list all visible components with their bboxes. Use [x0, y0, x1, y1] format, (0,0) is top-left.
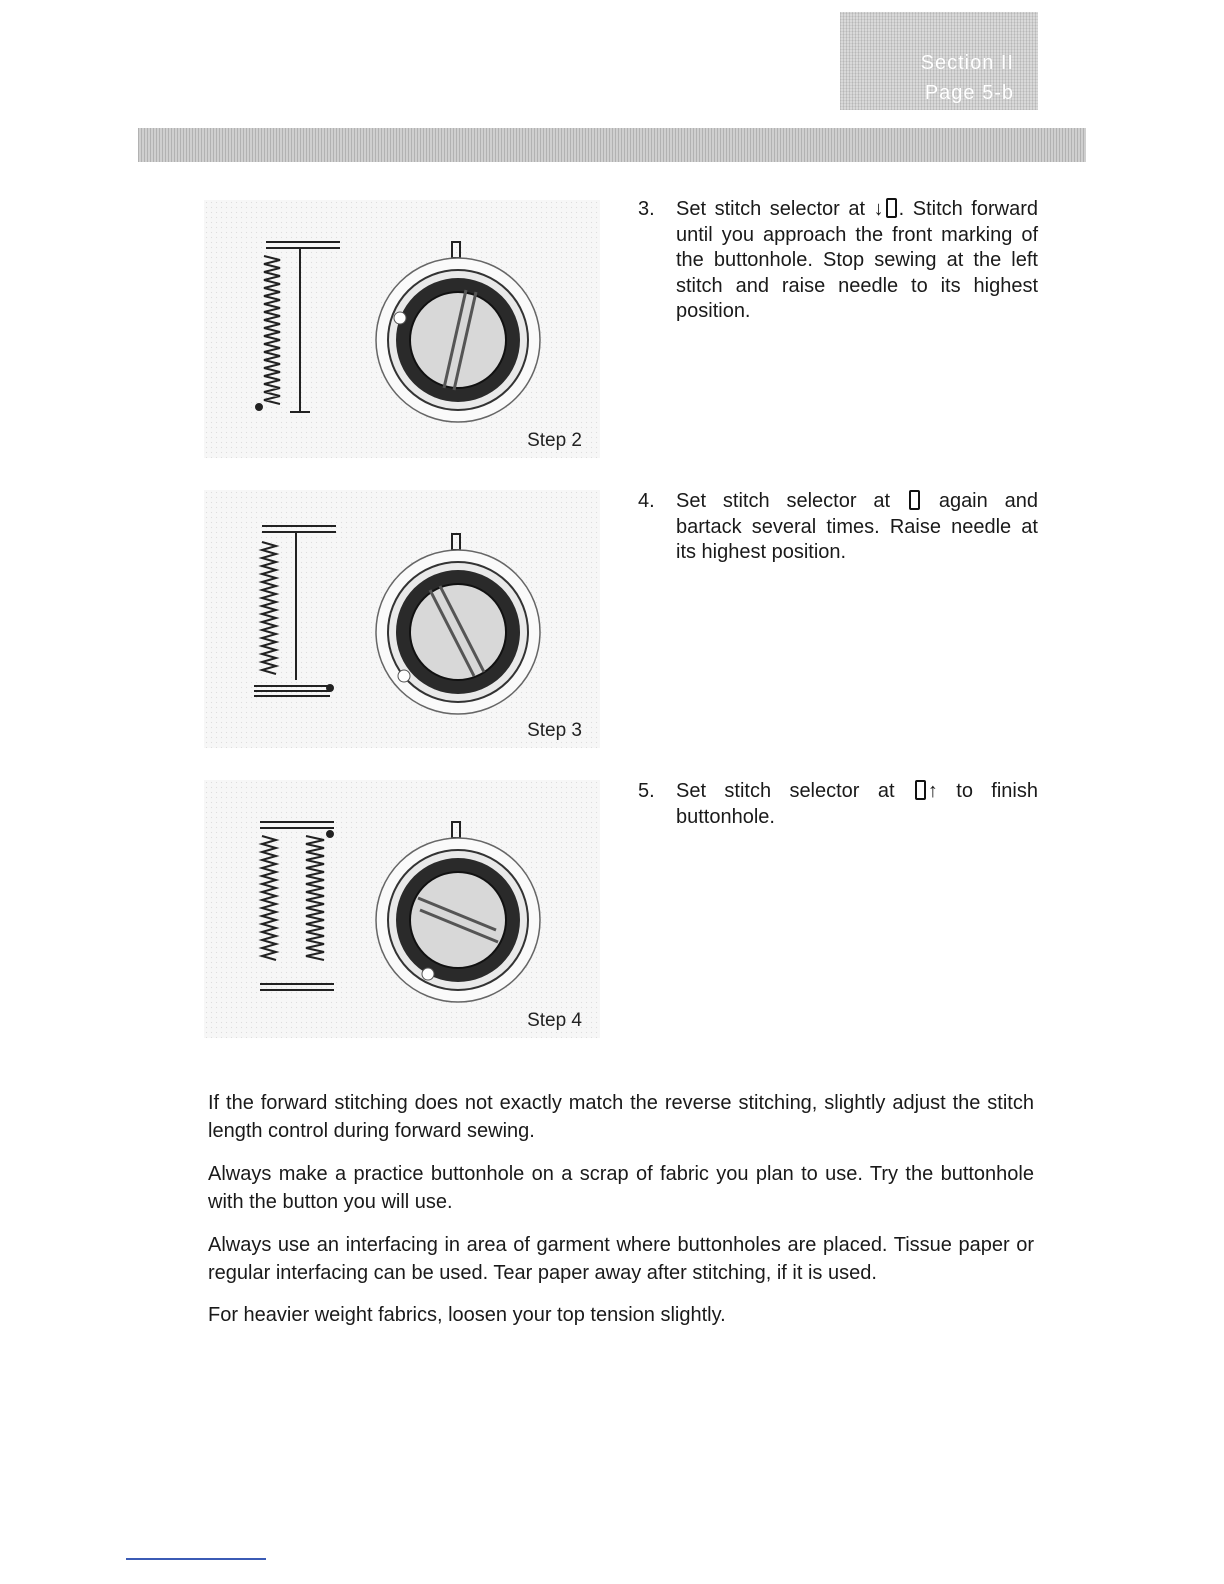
note-paragraph-2: Always make a practice buttonhole on a scrap of fabric you plan to use. Try the buttonhole with the button you will use. — [208, 1163, 1034, 1213]
step-3-label: Step 3 — [527, 720, 582, 741]
step-text-before: Set stitch selector at — [676, 198, 866, 220]
illustration-step-3 — [204, 490, 600, 748]
note-paragraph-1: If the forward stitching does not exactly match the reverse stitching, slightly adjust the stitch length control during forward sewing. — [208, 1092, 1034, 1142]
footer-rule — [126, 1558, 266, 1560]
stitch-dial — [376, 534, 540, 714]
step-text-before: Set stitch selector at — [676, 490, 891, 512]
step-text-before: Set stitch selector at — [676, 780, 895, 802]
note-paragraph-4: For heavier weight fabrics, loosen your top tension slightly. — [208, 1304, 726, 1326]
section-label: Section II — [920, 52, 1014, 74]
step-number: 5. — [638, 780, 655, 802]
step-text — [676, 197, 1038, 325]
step-number: 3. — [638, 198, 655, 220]
stitch-symbol-icon: ↓ — [874, 198, 899, 220]
finish-symbol-icon: ↑ — [913, 780, 938, 802]
illustration-step-4 — [204, 780, 600, 1038]
step-text-after: again and bartack several times. Raise needle at its highest position. — [676, 490, 1039, 563]
dial-illustration-step-3 — [204, 490, 600, 748]
step-5-instruction — [638, 779, 1038, 830]
step-4-instruction — [638, 489, 1038, 566]
dial-illustration-step-2 — [204, 200, 600, 458]
header-band — [138, 128, 1086, 162]
page-label: Page 5-b — [924, 82, 1014, 104]
dial-illustration-step-4 — [204, 780, 600, 1038]
step-text — [676, 779, 1038, 830]
step-number: 4. — [638, 490, 655, 512]
step-3-instruction — [638, 197, 1038, 325]
buttonhole-diagram — [254, 526, 336, 696]
stitch-dial — [376, 242, 540, 422]
step-text-after: . Stitch forward until you approach the front marking of the buttonhole. Stop sewing at the left stitch and raise needle to its highest position. — [676, 198, 1038, 322]
buttonhole-diagram — [260, 822, 334, 990]
note-paragraph-3: Always use an interfacing in area of garment where buttonholes are placed. Tissue paper or regular interfacing can be used. Tear paper away after stitching, if it is used. — [208, 1234, 1034, 1284]
illustration-step-2 — [204, 200, 600, 458]
stitch-dial — [376, 822, 540, 1002]
step-4-label: Step 4 — [527, 1010, 582, 1031]
buttonhole-diagram — [256, 242, 340, 412]
bartack-symbol-icon — [909, 490, 920, 510]
step-2-label: Step 2 — [527, 430, 582, 451]
step-text — [676, 489, 1038, 566]
section-header-box — [840, 12, 1038, 110]
step-text-after: to finish buttonhole. — [676, 780, 1038, 828]
